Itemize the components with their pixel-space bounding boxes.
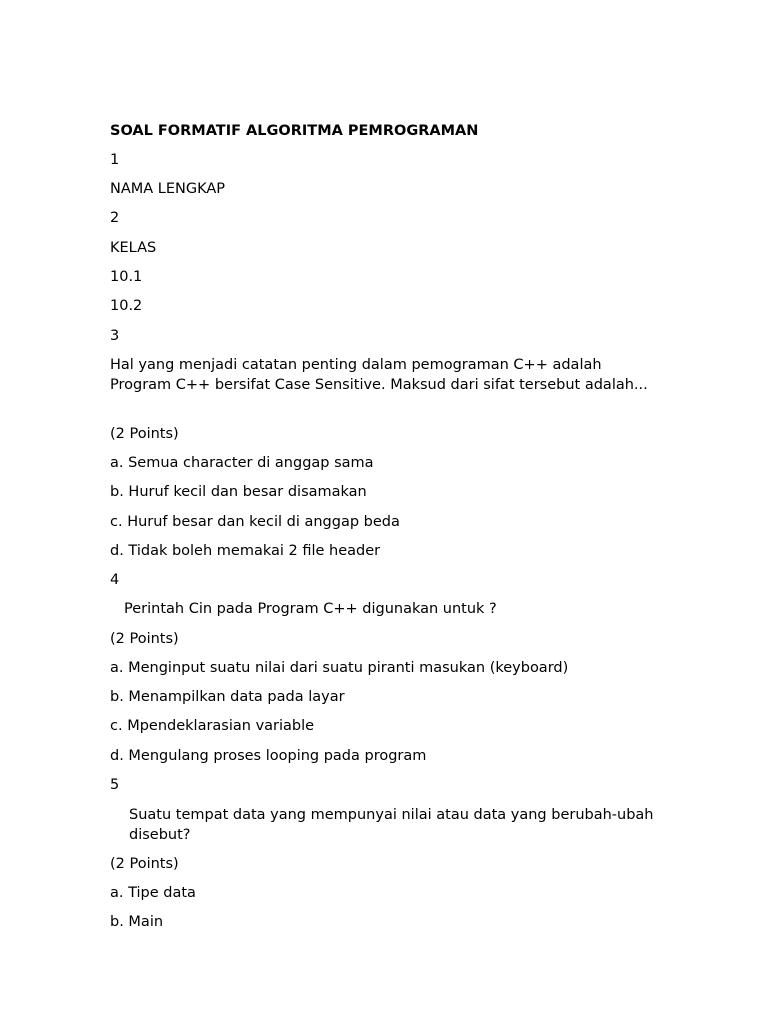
document-title: SOAL FORMATIF ALGORITMA PEMROGRAMAN — [110, 123, 479, 139]
question-5-option: b. Main — [110, 914, 164, 930]
question-3-option: a. Semua character di anggap sama — [110, 455, 374, 471]
question-2-option: 10.1 — [110, 269, 143, 285]
question-4-option: c. Mpendeklarasian variable — [110, 718, 315, 734]
question-2-label: KELAS — [110, 240, 157, 256]
question-4-option: d. Mengulang proses looping pada program — [110, 748, 427, 764]
question-5-text: Suatu tempat data yang mempunyai nilai atau data yang berubah-ubah disebut? — [129, 807, 654, 843]
question-3-option: d. Tidak boleh memakai 2 file header — [110, 543, 381, 559]
question-number-3: 3 — [110, 328, 120, 344]
question-number-2: 2 — [110, 210, 120, 226]
question-3-points: (2 Points) — [110, 426, 179, 442]
question-5-option: a. Tipe data — [110, 885, 196, 901]
question-2-option: 10.2 — [110, 298, 143, 314]
question-4-points: (2 Points) — [110, 631, 179, 647]
question-4-option: b. Menampilkan data pada layar — [110, 689, 345, 705]
question-5-points: (2 Points) — [110, 856, 179, 872]
question-number-1: 1 — [110, 152, 120, 168]
question-3-option: b. Huruf kecil dan besar disamakan — [110, 484, 367, 500]
question-4-text: Perintah Cin pada Program C++ digunakan untuk ? — [124, 601, 497, 617]
question-number-4: 4 — [110, 572, 120, 588]
question-3-option: c. Huruf besar dan kecil di anggap beda — [110, 514, 400, 530]
question-4-option: a. Menginput suatu nilai dari suatu piranti masukan (keyboard) — [110, 660, 569, 676]
question-number-5: 5 — [110, 777, 120, 793]
question-1-label: NAMA LENGKAP — [110, 181, 226, 197]
question-3-text: Hal yang menjadi catatan penting dalam pemograman C++ adalah Program C++ bersifat Case Sensitive. Maksud dari sifat tersebut adalah... — [110, 357, 648, 393]
